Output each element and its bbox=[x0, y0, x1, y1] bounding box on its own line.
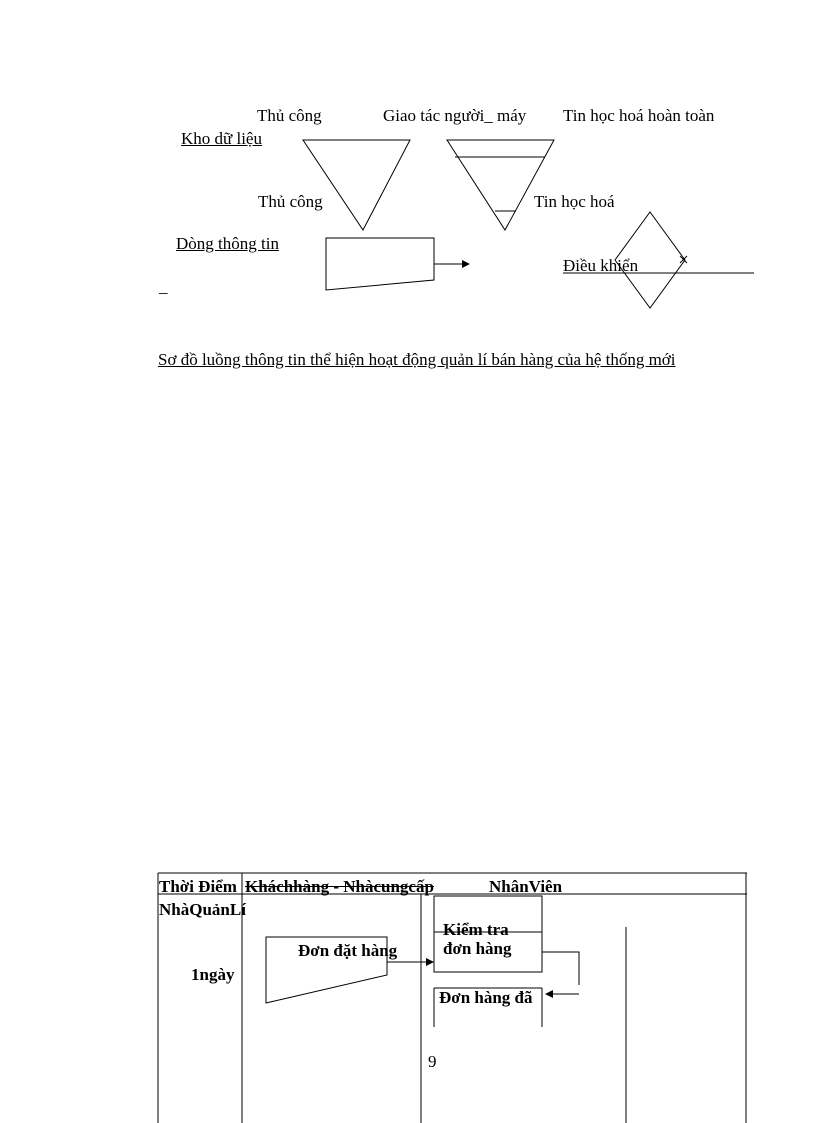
checked-order-label: Đơn hàng đã bbox=[439, 988, 533, 1007]
check-order-line2: đơn hàng bbox=[443, 939, 512, 958]
full-it-header: Tin học hoá hoàn toàn bbox=[563, 106, 715, 125]
human-machine-header: Giao tác người_ máy bbox=[383, 106, 527, 125]
control-label: Điều khiển bbox=[563, 256, 639, 275]
header-staff: NhânViên bbox=[489, 877, 563, 896]
diagram-title: Sơ đồ luồng thông tin thể hiện hoạt động quản lí bán hàng của hệ thống mới bbox=[158, 350, 676, 369]
data-store-label: Kho dữ liệu bbox=[181, 129, 262, 148]
manual-data-store-triangle bbox=[303, 140, 410, 230]
header-customer-supplier: Kháchhàng - Nhàcungcấp bbox=[245, 877, 434, 896]
header-time: Thời Điểm bbox=[159, 877, 237, 896]
it-process-label: Tin học hoá bbox=[534, 192, 615, 211]
manual-process-label: Thủ công bbox=[258, 192, 323, 211]
info-flow-arrow-head bbox=[462, 260, 470, 268]
page-number: 9 bbox=[428, 1052, 437, 1071]
order-arrow-head bbox=[426, 958, 434, 966]
return-flow-line bbox=[542, 952, 579, 985]
return-arrow-head bbox=[545, 990, 553, 998]
header-manager: NhàQuảnLí bbox=[159, 900, 246, 919]
order-doc-label: Đơn đặt hàng bbox=[298, 941, 398, 960]
document-shape bbox=[326, 238, 434, 290]
check-order-line1: Kiểm tra bbox=[443, 920, 509, 939]
manual-header: Thủ công bbox=[257, 106, 322, 125]
info-flow-label: Dòng thông tin bbox=[176, 234, 279, 253]
dash-mark: _ bbox=[159, 277, 168, 296]
human-machine-data-store-triangle bbox=[447, 140, 554, 230]
row-time: 1ngày bbox=[191, 965, 235, 984]
